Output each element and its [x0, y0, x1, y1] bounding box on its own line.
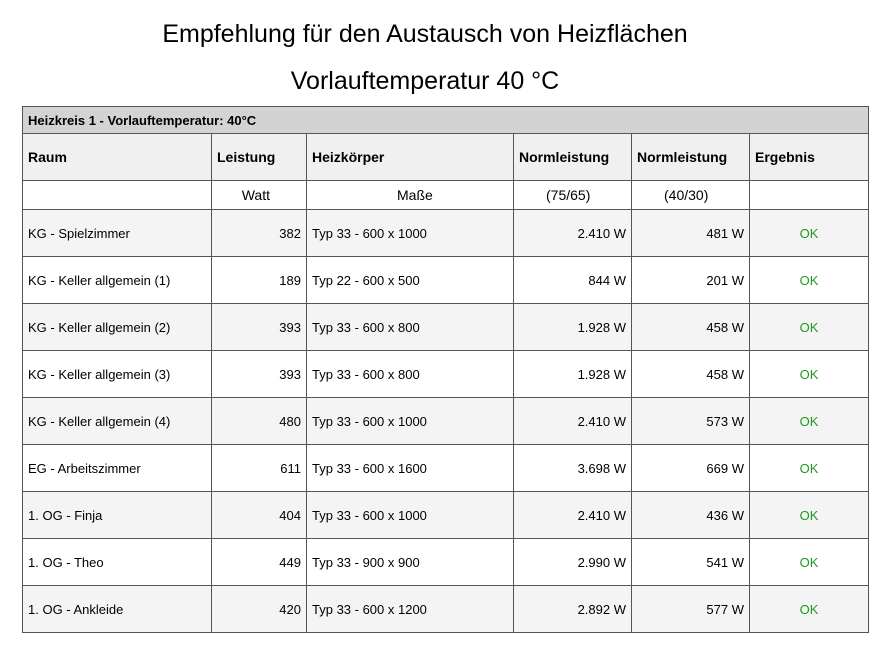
header-row — [23, 134, 869, 181]
cell-heizkoerper: Typ 22 - 600 x 500 — [307, 257, 514, 304]
col-header-leistung: Leistung — [212, 134, 307, 181]
cell-raum: KG - Keller allgemein (2) — [23, 304, 212, 351]
unit-norm-4030: (40/30) — [632, 181, 750, 210]
cell-leistung: 480 — [212, 398, 307, 445]
cell-heizkoerper: Typ 33 - 900 x 900 — [307, 539, 514, 586]
section-title: Heizkreis 1 - Vorlauftemperatur: 40°C — [23, 107, 869, 134]
cell-leistung: 189 — [212, 257, 307, 304]
cell-heizkoerper: Typ 33 - 600 x 1000 — [307, 398, 514, 445]
table-row — [23, 586, 869, 633]
col-header-norm-4030: Normleistung — [632, 134, 750, 181]
cell-norm-4030: 458 W — [632, 351, 750, 398]
unit-heizkoerper: Maße — [307, 181, 514, 210]
cell-leistung: 382 — [212, 210, 307, 257]
cell-norm-7565: 2.892 W — [514, 586, 632, 633]
cell-ergebnis: OK — [750, 257, 869, 304]
table-row — [23, 539, 869, 586]
cell-heizkoerper: Typ 33 - 600 x 1000 — [307, 492, 514, 539]
radiator-table — [22, 106, 869, 633]
cell-raum: EG - Arbeitszimmer — [23, 445, 212, 492]
cell-leistung: 393 — [212, 351, 307, 398]
cell-norm-4030: 481 W — [632, 210, 750, 257]
table-row — [23, 304, 869, 351]
page-subtitle: Vorlauftemperatur 40 °C — [290, 67, 560, 95]
cell-leistung: 420 — [212, 586, 307, 633]
cell-ergebnis: OK — [750, 398, 869, 445]
cell-heizkoerper: Typ 33 - 600 x 800 — [307, 304, 514, 351]
cell-ergebnis: OK — [750, 492, 869, 539]
unit-raum — [23, 181, 212, 210]
cell-ergebnis: OK — [750, 351, 869, 398]
cell-norm-7565: 2.410 W — [514, 492, 632, 539]
cell-norm-4030: 436 W — [632, 492, 750, 539]
col-header-ergebnis: Ergebnis — [750, 134, 869, 181]
cell-leistung: 404 — [212, 492, 307, 539]
unit-ergebnis — [750, 181, 869, 210]
table-row — [23, 351, 869, 398]
cell-norm-7565: 2.410 W — [514, 398, 632, 445]
cell-norm-7565: 2.990 W — [514, 539, 632, 586]
table-row — [23, 445, 869, 492]
table-row — [23, 398, 869, 445]
cell-leistung: 449 — [212, 539, 307, 586]
unit-row — [23, 181, 869, 210]
cell-raum: KG - Spielzimmer — [23, 210, 212, 257]
cell-norm-4030: 541 W — [632, 539, 750, 586]
cell-heizkoerper: Typ 33 - 600 x 1000 — [307, 210, 514, 257]
page-title: Empfehlung für den Austausch von Heizflächen — [162, 20, 688, 48]
cell-ergebnis: OK — [750, 539, 869, 586]
cell-norm-4030: 458 W — [632, 304, 750, 351]
cell-ergebnis: OK — [750, 304, 869, 351]
cell-leistung: 611 — [212, 445, 307, 492]
table-row — [23, 257, 869, 304]
section-row — [23, 107, 869, 134]
cell-ergebnis: OK — [750, 210, 869, 257]
cell-raum: KG - Keller allgemein (4) — [23, 398, 212, 445]
cell-norm-7565: 2.410 W — [514, 210, 632, 257]
unit-leistung: Watt — [212, 181, 307, 210]
cell-raum: KG - Keller allgemein (1) — [23, 257, 212, 304]
cell-norm-4030: 573 W — [632, 398, 750, 445]
cell-ergebnis: OK — [750, 445, 869, 492]
col-header-norm-7565: Normleistung — [514, 134, 632, 181]
cell-raum: 1. OG - Theo — [23, 539, 212, 586]
cell-norm-7565: 1.928 W — [514, 351, 632, 398]
cell-heizkoerper: Typ 33 - 600 x 1600 — [307, 445, 514, 492]
cell-norm-7565: 3.698 W — [514, 445, 632, 492]
cell-ergebnis: OK — [750, 586, 869, 633]
cell-heizkoerper: Typ 33 - 600 x 1200 — [307, 586, 514, 633]
cell-raum: 1. OG - Finja — [23, 492, 212, 539]
cell-heizkoerper: Typ 33 - 600 x 800 — [307, 351, 514, 398]
cell-norm-7565: 844 W — [514, 257, 632, 304]
cell-norm-4030: 577 W — [632, 586, 750, 633]
col-header-heizkoerper: Heizkörper — [307, 134, 514, 181]
cell-norm-7565: 1.928 W — [514, 304, 632, 351]
cell-raum: 1. OG - Ankleide — [23, 586, 212, 633]
cell-leistung: 393 — [212, 304, 307, 351]
table-row — [23, 492, 869, 539]
unit-norm-7565: (75/65) — [514, 181, 632, 210]
cell-norm-4030: 201 W — [632, 257, 750, 304]
col-header-raum: Raum — [23, 134, 212, 181]
cell-norm-4030: 669 W — [632, 445, 750, 492]
cell-raum: KG - Keller allgemein (3) — [23, 351, 212, 398]
table-row — [23, 210, 869, 257]
